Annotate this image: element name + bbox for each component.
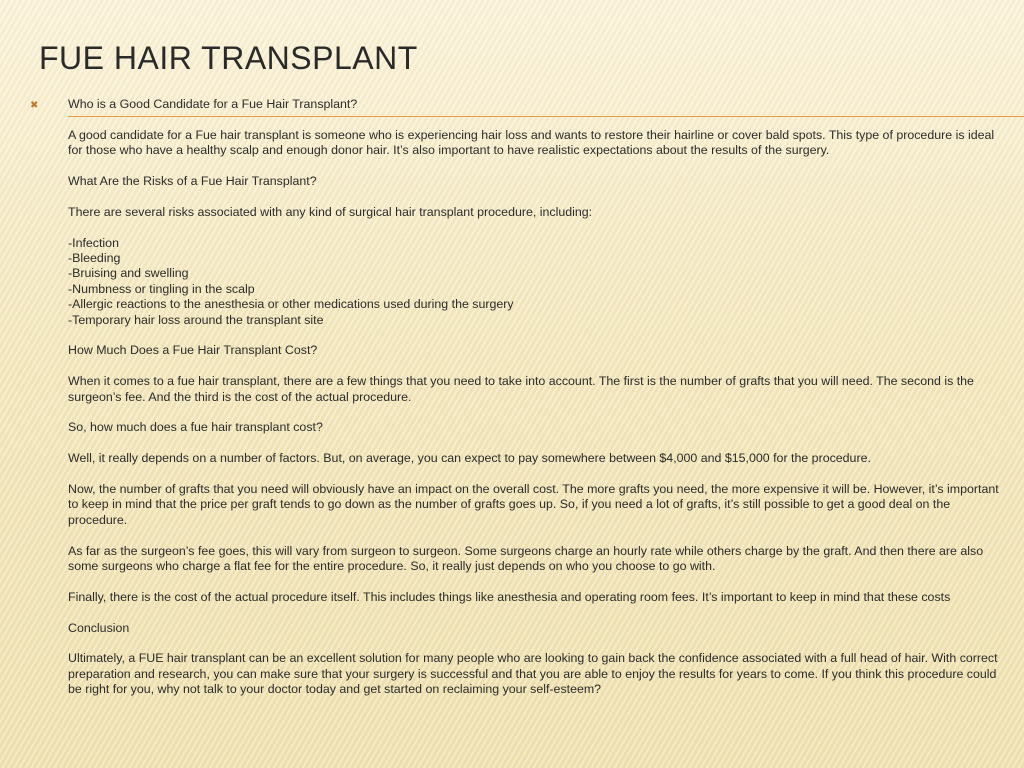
risk-item: -Bruising and swelling — [68, 266, 189, 281]
paragraph-cost-question: So, how much does a fue hair transplant cost? — [68, 420, 323, 435]
heading-conclusion: Conclusion — [68, 620, 130, 635]
paragraph-grafts: Now, the number of grafts that you need will obviously have an impact on the overall cost. The more grafts you need, the more expensive it will be. However, it’s important to keep in mind that the price per graft tends to go down as the number of grafts goes up. So, if you need a lot of grafts, it’s still possible to get a good deal on the procedure. — [68, 482, 999, 527]
slide-body — [68, 97, 1003, 713]
x-mark-icon: ✖ — [30, 100, 39, 111]
heading-good-candidate: Who is a Good Candidate for a Fue Hair Transplant? — [68, 97, 358, 111]
risk-item: -Allergic reactions to the anesthesia or other medications used during the surgery — [68, 297, 514, 312]
heading-risks: What Are the Risks of a Fue Hair Transplant? — [68, 174, 317, 188]
risk-item: -Bleeding — [68, 251, 121, 265]
paragraph-good-candidate: A good candidate for a Fue hair transplant is someone who is experiencing hair loss and wants to restore their hairline or cover bald spots. This type of procedure is ideal for those who have a healthy scalp and enough donor hair. It’s also important to have realistic expectations about the results of the surgery. — [68, 127, 995, 158]
slide-title: FUE HAIR TRANSPLANT — [39, 40, 418, 76]
paragraph-cost-factors: When it comes to a fue hair transplant, there are a few things that you need to take into account. The first is the number of grafts that you will need. The second is the surgeon’s fee. And the third is the cost of the actual procedure. — [68, 374, 974, 404]
paragraph-cost-range: Well, it really depends on a number of factors. But, on average, you can expect to pay somewhere between $4,000 and $15,000 for the procedure. — [68, 451, 871, 466]
paragraph-risks-intro: There are several risks associated with any kind of surgical hair transplant procedure, including: — [68, 204, 593, 219]
paragraph-surgeon-fee: As far as the surgeon’s fee goes, this will vary from surgeon to surgeon. Some surgeons charge an hourly rate while others charge by the graft. And then there are also some surgeons who charge a flat fee for the entire procedure. So, it really just depends on who you choose to go with. — [68, 543, 984, 574]
risk-item: -Numbness or tingling in the scalp — [68, 281, 255, 296]
risk-item: -Temporary hair loss around the transplant site — [68, 312, 324, 327]
paragraph-conclusion: Ultimately, a FUE hair transplant can be an excellent solution for many people who are looking to gain back the confidence associated with a full head of hair. With correct preparation and research, you can make sure that your surgery is successful and that you are able to enjoy the results for years to come. If you think this procedure could be right for you, why not talk to your doctor today and get started on reclaiming your self-esteem? — [68, 651, 998, 697]
risks-list — [68, 236, 1003, 328]
heading-cost: How Much Does a Fue Hair Transplant Cost? — [68, 343, 318, 358]
risk-item: -Infection — [68, 235, 119, 250]
paragraph-procedure-cost: Finally, there is the cost of the actual procedure itself. This includes things like anesthesia and operating room fees. It’s important to keep in mind that these costs — [68, 589, 951, 604]
